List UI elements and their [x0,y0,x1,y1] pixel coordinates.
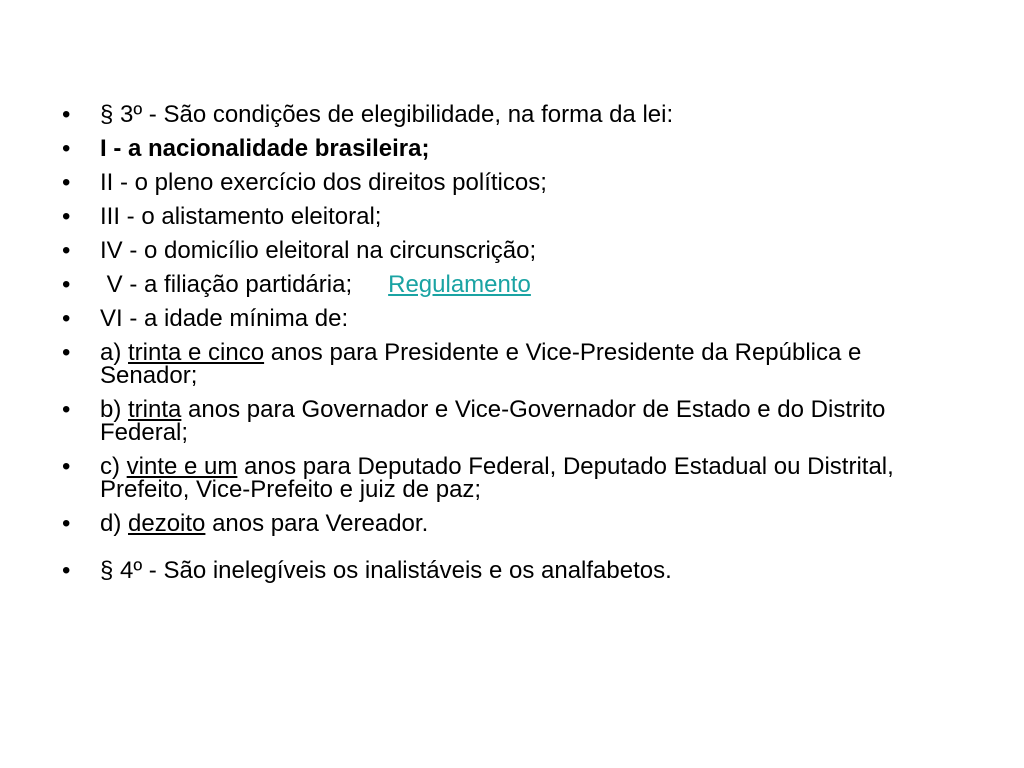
bullet-icon: • [62,396,71,423]
bullet-item-governador [62,398,962,444]
item-text: § 3º - São condições de elegibilidade, na forma da lei: [100,101,674,128]
bullet-item-paragraph-3 [62,103,962,126]
bullet-icon: • [62,101,71,128]
age-underlined: dezoito [128,510,206,537]
bullet-icon: • [62,453,71,480]
item-text: VI - a idade mínima de: [100,305,349,332]
bullet-item-domicilio [62,239,962,262]
bullet-icon: • [62,557,71,584]
bullet-item-alistamento [62,205,962,228]
item-suffix: anos para Governador e Vice-Governador de Estado e do Distrito Federal; [100,396,886,446]
item-text: § 4º - São inelegíveis os inalistáveis e os analfabetos. [100,557,672,584]
bullet-item-filiacao [62,273,962,296]
bullet-item-direitos-politicos [62,171,962,194]
item-text: IV - o domicílio eleitoral na circunscrição; [100,237,537,264]
item-suffix: anos para Deputado Federal, Deputado Estadual ou Distrital, Prefeito, Vice-Prefeito e juiz de paz; [100,453,894,503]
item-prefix: b) [100,396,129,423]
bullet-item-vereador [62,512,962,535]
bullet-item-presidente [62,341,962,387]
item-text: III - o alistamento eleitoral; [100,203,382,230]
bullet-icon: • [62,237,71,264]
item-prefix: d) [100,510,129,537]
age-underlined: trinta e cinco [128,339,265,366]
bullet-icon: • [62,339,71,366]
bullet-list [62,103,962,593]
item-suffix: anos para Presidente e Vice-Presidente da República e Senador; [100,339,862,389]
bullet-item-nacionalidade [62,137,962,160]
bullet-icon: • [62,203,71,230]
bullet-icon: • [62,135,71,162]
item-text: V - a filiação partidária; [100,271,353,298]
item-suffix: anos para Vereador. [205,510,429,537]
item-prefix: c) [100,453,127,480]
regulamento-link[interactable]: Regulamento [388,271,531,298]
bullet-item-deputado [62,455,962,501]
age-underlined: vinte e um [126,453,238,480]
item-prefix: a) [100,339,129,366]
bullet-icon: • [62,169,71,196]
item-text: II - o pleno exercício dos direitos políticos; [100,169,547,196]
bullet-item-paragraph-4 [62,559,962,582]
item-text: I - a nacionalidade brasileira; [100,135,430,162]
bullet-item-idade-minima [62,307,962,330]
bullet-icon: • [62,510,71,537]
bullet-icon: • [62,305,71,332]
bullet-icon: • [62,271,71,298]
age-underlined: trinta [128,396,182,423]
